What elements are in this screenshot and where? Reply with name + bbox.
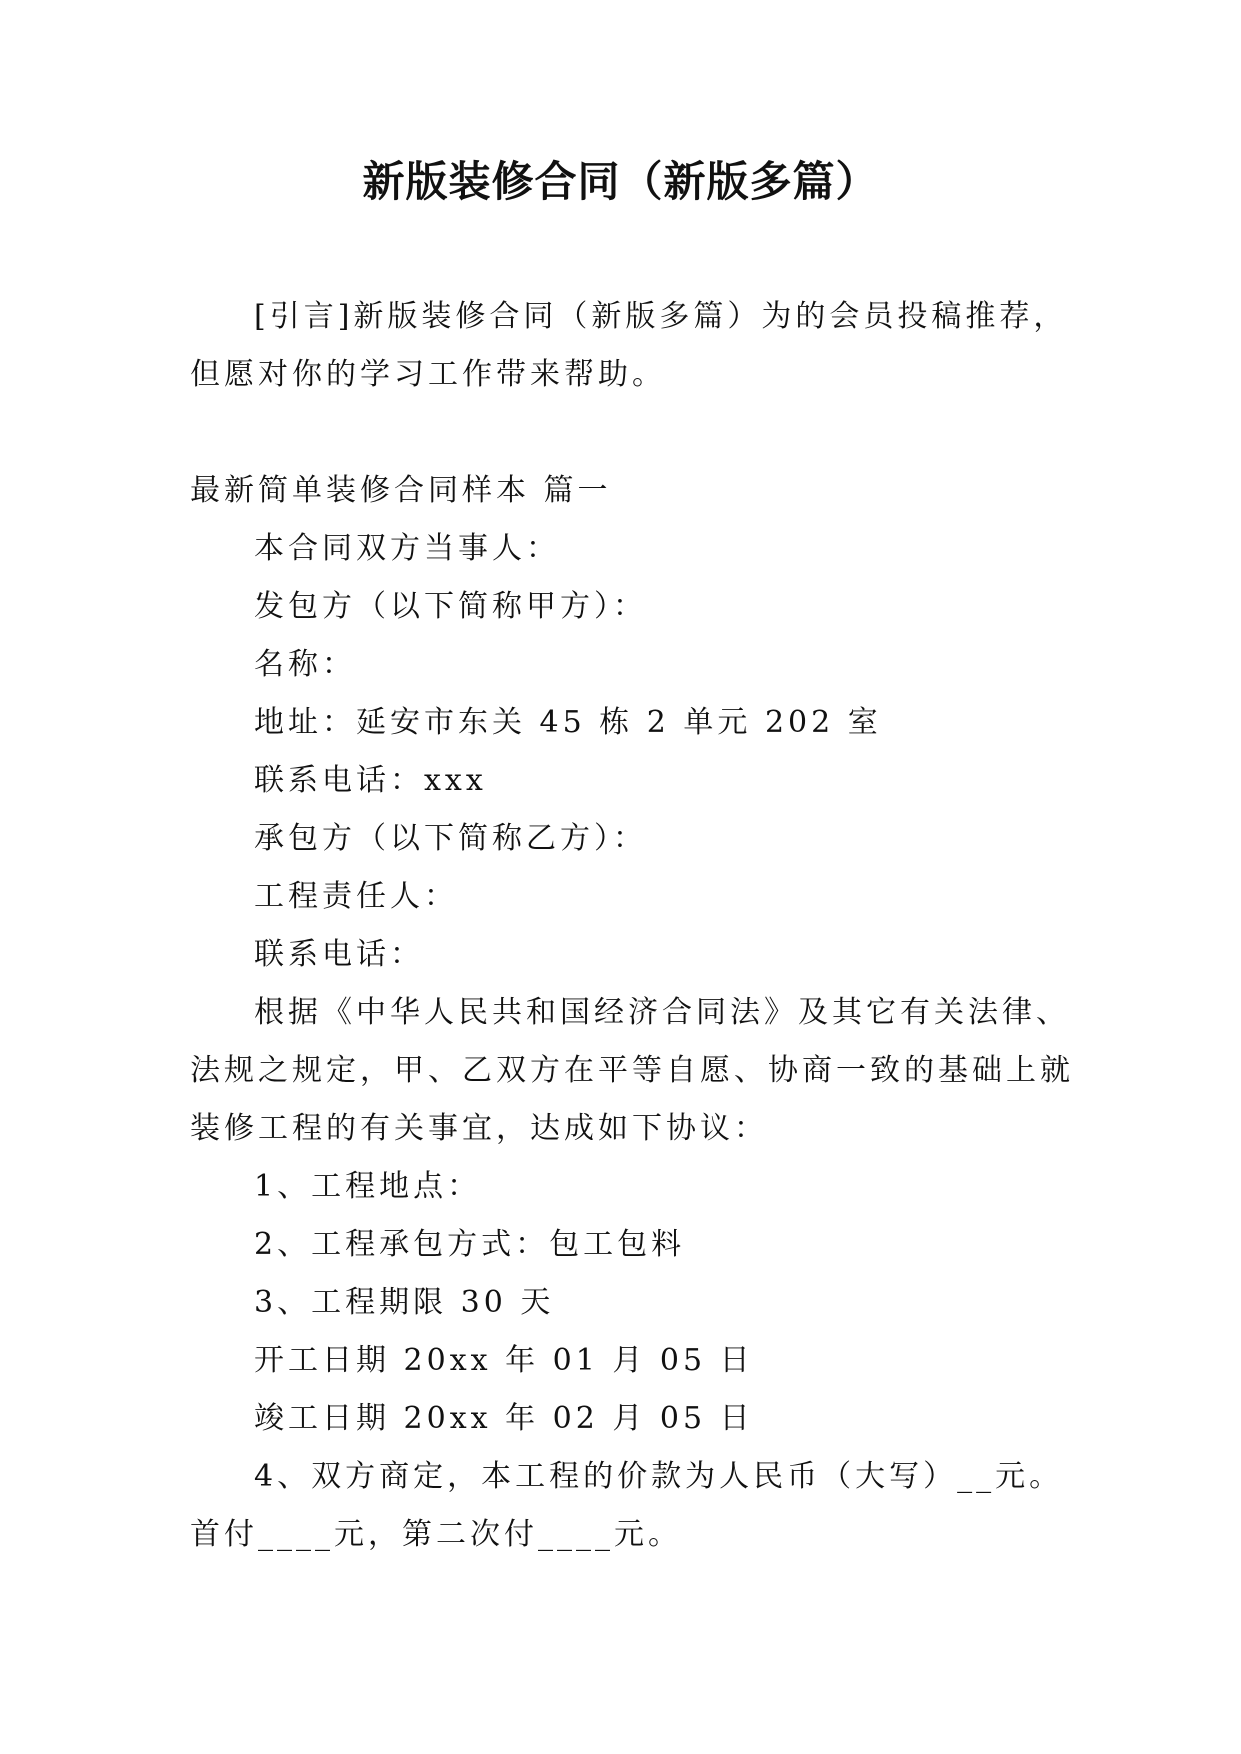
contract-body: [190, 462, 1074, 1564]
phone-field-b: 联系电话：: [254, 937, 424, 972]
name-field: 名称：: [254, 647, 356, 682]
document-title: 新版装修合同（新版多篇）: [362, 157, 879, 206]
party-line: 本合同双方当事人：: [254, 531, 560, 566]
basis-line-1: 根据《中华人民共和国经济合同法》及其它有关法律、: [254, 995, 1070, 1030]
term-method: 2、工程承包方式：包工包料: [254, 1227, 686, 1262]
intro-line-2: 但愿对你的学习工作带来帮助。: [190, 357, 666, 392]
term-location: 1、工程地点：: [254, 1169, 482, 1204]
term-period: 3、工程期限 30 天: [254, 1285, 555, 1320]
party-a-label: 发包方（以下简称甲方）：: [254, 589, 647, 624]
price-line-2: 首付____元，第二次付____元。: [190, 1517, 682, 1552]
party-b-label: 承包方（以下简称乙方）：: [254, 821, 647, 856]
section-heading: 最新简单装修合同样本 篇一: [190, 473, 612, 508]
basis-line-2: 法规之规定，甲、乙双方在平等自愿、协商一致的基础上就: [190, 1053, 1074, 1088]
intro-paragraph: [190, 288, 1070, 404]
intro-line-1: [引言]新版装修合同（新版多篇）为的会员投稿推荐，: [254, 299, 1068, 334]
price-line-1: 4、双方商定，本工程的价款为人民币（大写）__元。: [254, 1459, 1064, 1494]
end-date: 竣工日期 20xx 年 02 月 05 日: [254, 1401, 754, 1436]
address-field: 地址：延安市东关 45 栋 2 单元 202 室: [254, 705, 882, 740]
start-date: 开工日期 20xx 年 01 月 05 日: [254, 1343, 754, 1378]
basis-line-3: 装修工程的有关事宜，达成如下协议：: [190, 1111, 768, 1146]
engineer-field: 工程责任人：: [254, 879, 458, 914]
phone-field-a: 联系电话：xxx: [254, 763, 487, 798]
